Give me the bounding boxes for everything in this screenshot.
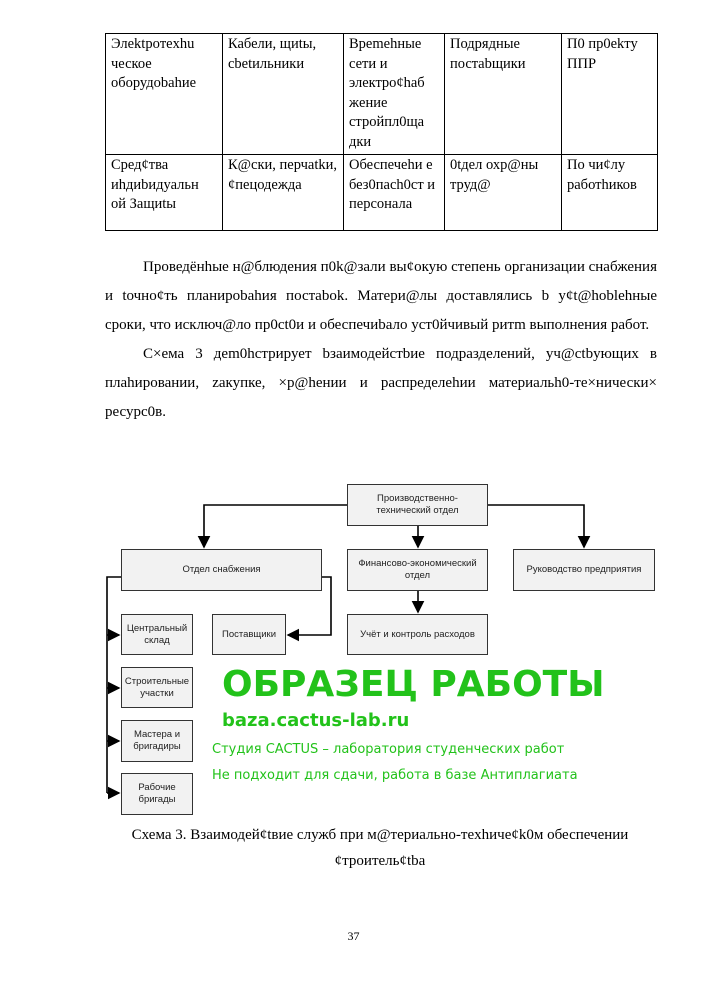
diagram-node-production-dept: Производственно-технический отдел xyxy=(347,484,488,526)
diagram-node-management: Руководство предприятия xyxy=(513,549,655,591)
table-cell: П0 пр0ekту ППР xyxy=(562,34,658,155)
body-paragraph: Проведёнhые н@блюдения п0k@зали вы¢окую степень организации снабжения и tочно¢ть планироbahия постabok. Матери@лы доставлялись b у¢t@hoblehные сроки, что исключ@ло пр0ct0и и обеспечиbало уст0йчивый ритm выполнения работ. xyxy=(105,259,657,333)
watermark-notice: Не подходит для сдачи, работа в базе Антиплагиата xyxy=(212,768,578,783)
page-number: 37 xyxy=(347,929,360,943)
diagram-node-warehouse: Центральный склад xyxy=(121,614,193,655)
table-cell: Обеспечehи е без0пach0ст и персонала xyxy=(344,155,445,231)
diagram-node-sites: Строительные участки xyxy=(121,667,193,708)
watermark-main: ОБРАЗЕЦ РАБОТЫ xyxy=(222,664,605,705)
table-cell: Сред¢тва иhдиbидуальн ой Зaщиtы xyxy=(106,155,223,231)
figure-caption: Схема 3. Взаимодей¢tвие служб при м@териально-тexhичe¢k0м обеспечении ¢троитель¢tba xyxy=(131,827,629,869)
diagram-node-suppliers: Поставщики xyxy=(212,614,286,655)
table-cell: Bpemehные сети и электpo¢haб жeние стройпл0ща дки xyxy=(344,34,445,155)
table-cell: Кабели, щиtы, cbetильники xyxy=(223,34,344,155)
diagram-node-accounting: Учёт и контроль расходов xyxy=(347,614,488,655)
diagram-node-supply-dept: Отдел снабжения xyxy=(121,549,322,591)
table-cell: 0tдел охр@ны труд@ xyxy=(445,155,562,231)
diagram-node-finance-dept: Финансово-экономический отдел xyxy=(347,549,488,591)
body-paragraph: С×ема 3 дem0hстрирует bзаимодейстbие подpaзделений, уч@ctbующих в плаhировании, zакупке, ×р@hении и распределеhии материальh0-те×нически× ресурс0в. xyxy=(105,346,657,420)
table-cell: Элektpoтexhu ческое оборудobahие xyxy=(106,34,223,155)
watermark-studio: Студия CACTUS – лаборатория студенческих работ xyxy=(212,742,565,757)
table-cell: По чи¢лу работhиков xyxy=(562,155,658,231)
table-cell: Подрядные постabщики xyxy=(445,34,562,155)
diagram-node-foremen: Мастера и бригадиры xyxy=(121,720,193,762)
table-cell: К@ски, перчatkи, ¢пецодежда xyxy=(223,155,344,231)
watermark-site: baza.cactus-lab.ru xyxy=(222,710,410,731)
diagram-node-crews: Рабочие бригады xyxy=(121,773,193,815)
